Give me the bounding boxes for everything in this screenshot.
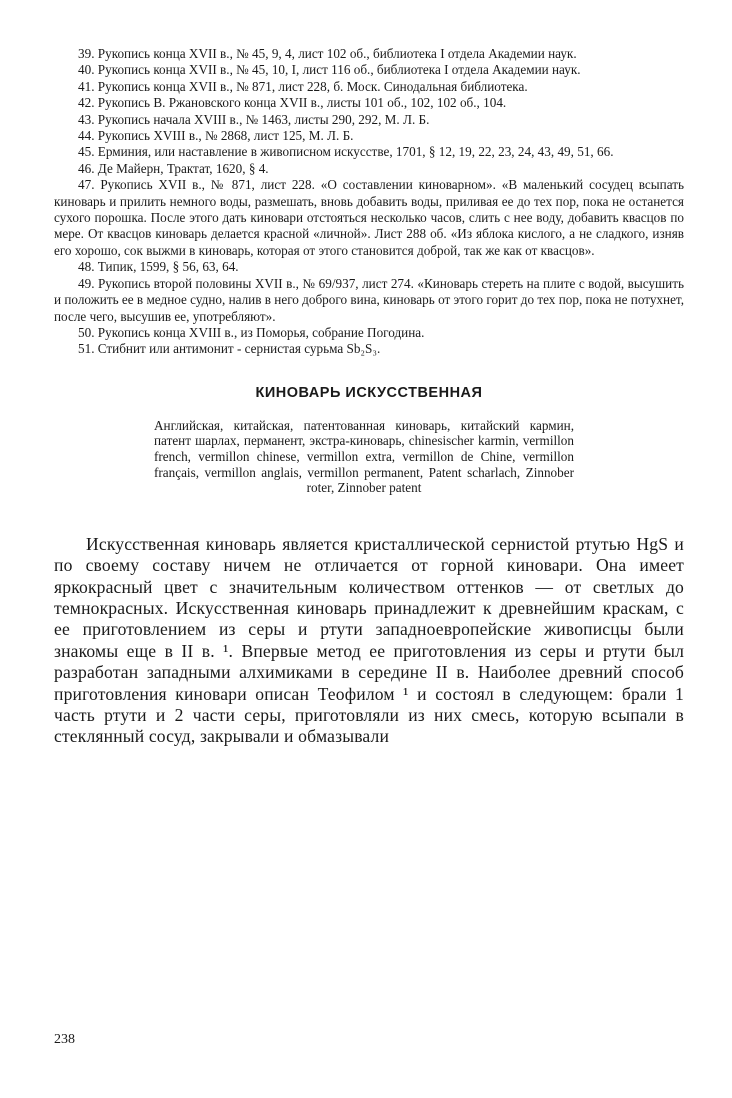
page-number: 238	[54, 1032, 75, 1047]
footnote-41: 41. Рукопись конца XVII в., № 871, лист 228, б. Моск. Синодальная библиотека.	[78, 78, 528, 94]
footnotes-list	[54, 46, 684, 358]
footnote-39: 39. Рукопись конца XVII в., № 45, 9, 4, лист 102 об., библиотека I отдела Академии наук.	[78, 46, 577, 61]
synonyms-list: Английская, китайская, патентованная киноварь, китайский кармин, патент шарлах, перманент, экстра-киноварь, chinesischer karmin, vermillon french, vermillon chinese, vermillon extra, vermillon de Chine, vermillon français, vermillon anglais, vermillon permanent, Patent scharlach, Zinnober roter, Zinnober patent	[154, 417, 574, 496]
footnote-46: 46. Де Майерн, Трактат, 1620, § 4.	[78, 160, 269, 176]
footnote-40: 40. Рукопись конца XVII в., № 45, 10, I, лист 116 об., библиотека I отдела Академии наук.	[78, 62, 581, 78]
footnote-48: 48. Типик, 1599, § 56, 63, 64.	[78, 259, 239, 275]
section-title: КИНОВАРЬ ИСКУССТВЕННАЯ	[255, 384, 483, 401]
book-page	[54, 46, 684, 748]
footnote-43: 43. Рукопись начала XVIII в., № 1463, листы 290, 292, М. Л. Б.	[78, 111, 430, 127]
footnote-51: 51. Стибнит или антимонит - сернистая сурьма Sb₂S₃.	[78, 341, 381, 357]
footnote-47: 47. Рукопись XVII в., № 871, лист 228. «О составлении киноварном». «В маленький сосудец всыпать киноварь и прилить немного воды, размешать, вновь добавить воды, приливая ее до тех пор, пока не останется сухого порошка. После этого дать киновари отстояться несколько часов, слить с нее воду, добавить квасцов по мере. От квасцов киноварь делается красной «личной». Лист 288 об. «Из яблока кислого, а не сладкого, изняв его хорошо, сок выжми в киноварь, которая от этого становится доброй, так же как от квасцов».	[54, 177, 684, 258]
footnote-44: 44. Рукопись XVIII в., № 2868, лист 125, М. Л. Б.	[78, 128, 354, 144]
footnote-45: 45. Ерминия, или наставление в живописном искусстве, 1701, § 12, 19, 22, 23, 24, 43, 49, 51, 66.	[78, 144, 614, 160]
footnote-49: 49. Рукопись второй половины XVII в., № 69/937, лист 274. «Киноварь стереть на плите с водой, высушить и положить ее в медное судно, налив в него доброго вина, киноварь от этого горит до тех пор, пока не потухнет, после чего, высушив ее, употребляют».	[54, 275, 684, 324]
main-paragraph: Искусственная киноварь является кристаллической сернистой ртутью HgS и по своему составу ничем не отличается от горной киновари. Она имеет яркокрасный цвет с значительным количеством оттенков — от светлых до темнокрасных. Искусственная киноварь принадлежит к древнейшим краскам, с ее приготовлением из серы и ртути западноевропейские живописцы были знакомы еще в II в. ¹. Впервые метод ее приготовления из серы и ртути был разработан западными алхимиками в середине II в. Наиболее древний способ приготовления киновари описан Теофилом ¹ и состоял в следующем: брали 1 часть ртути и 2 части серы, приготовляли из них смесь, которую всыпали в стеклянный сосуд, закрывали и обмазывали	[54, 533, 684, 747]
footnote-50: 50. Рукопись конца XVIII в., из Поморья, собрание Погодина.	[78, 324, 425, 340]
footnote-42: 42. Рукопись В. Ржановского конца XVII в., листы 101 об., 102, 102 об., 104.	[78, 95, 507, 111]
